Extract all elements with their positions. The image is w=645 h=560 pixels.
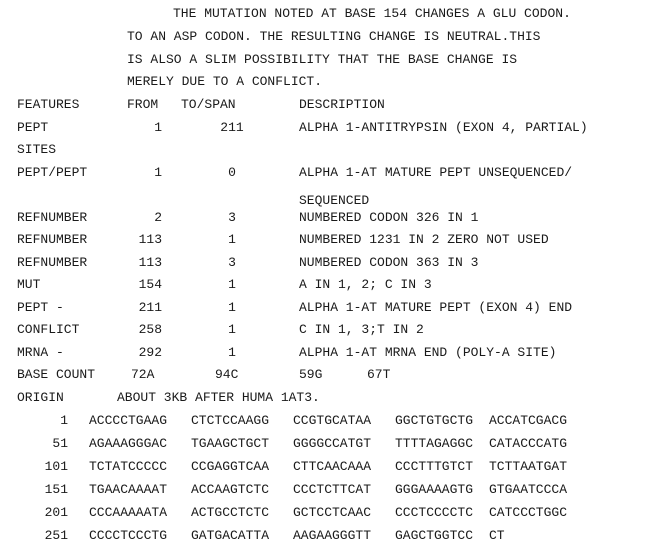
sequence-block: CCCAAAAATA (89, 505, 168, 520)
sequence-block: CCGAGGTCAA (191, 459, 270, 474)
feature-desc: SEQUENCED (299, 193, 370, 208)
sequence-position: 101 (44, 459, 68, 474)
sequence-block: GGGAAAAGTG (395, 482, 474, 497)
base-count-g: 59G (299, 367, 323, 382)
sequence-block: AAGAAGGGTT (293, 528, 372, 543)
sequence-block: CATACCCATG (489, 436, 568, 451)
feature-key: SITES (17, 142, 57, 157)
sequence-block: ACTGCCTCTC (191, 505, 270, 520)
sequence-block: GGCTGTGCTG (395, 413, 474, 428)
sequence-position: 151 (44, 482, 68, 497)
sequence-block: CTTCAACAAA (293, 459, 372, 474)
feature-from: 211 (138, 300, 162, 315)
sequence-block: CATCCCTGGC (489, 505, 568, 520)
feature-key: PEPT/PEPT (17, 165, 88, 180)
base-count-t: 67T (367, 367, 391, 382)
sequence-block: GGGGCCATGT (293, 436, 372, 451)
feature-key: REFNUMBER (17, 255, 88, 270)
base-count-a: 72A (131, 367, 155, 382)
sequence-block: CCCCTCCCTG (89, 528, 168, 543)
feature-desc: ALPHA 1-AT MATURE PEPT UNSEQUENCED/ (299, 165, 573, 180)
feature-from: 2 (154, 210, 162, 225)
feature-desc: C IN 1, 3;T IN 2 (299, 322, 424, 337)
feature-from: 113 (138, 232, 162, 247)
base-count-label: BASE COUNT (17, 367, 96, 382)
feature-key: REFNUMBER (17, 232, 88, 247)
sequence-block: CT (489, 528, 505, 543)
feature-key: PEPT - (17, 300, 64, 315)
feature-desc: ALPHA 1-AT MATURE PEPT (EXON 4) END (299, 300, 573, 315)
sequence-block: CCGTGCATAA (293, 413, 372, 428)
feature-to: 1 (228, 322, 236, 337)
feature-to: 0 (228, 165, 236, 180)
feature-key: MUT (17, 277, 41, 292)
sequence-position: 251 (44, 528, 68, 543)
sequence-block: CTCTCCAAGG (191, 413, 270, 428)
sequence-block: TTTTAGAGGC (395, 436, 474, 451)
sequence-block: ACCCCTGAAG (89, 413, 168, 428)
feature-from: 292 (138, 345, 162, 360)
sequence-block: TGAAGCTGCT (191, 436, 270, 451)
feature-to: 3 (228, 210, 236, 225)
base-count-c: 94C (215, 367, 239, 382)
feature-to: 3 (228, 255, 236, 270)
feature-to: 211 (220, 120, 244, 135)
feature-key: REFNUMBER (17, 210, 88, 225)
feature-desc: NUMBERED CODON 326 IN 1 (299, 210, 479, 225)
origin-label: ORIGIN (17, 390, 64, 405)
feature-desc: A IN 1, 2; C IN 3 (299, 277, 432, 292)
sequence-block: GAGCTGGTCC (395, 528, 474, 543)
feature-to: 1 (228, 300, 236, 315)
feature-to: 1 (228, 345, 236, 360)
features-header-key: FEATURES (17, 97, 80, 112)
feature-to: 1 (228, 232, 236, 247)
sequence-block: CCCTTTGTCT (395, 459, 474, 474)
sequence-block: AGAAAGGGAC (89, 436, 168, 451)
feature-from: 1 (154, 120, 162, 135)
feature-key: PEPT (17, 120, 49, 135)
sequence-block: ACCATCGACG (489, 413, 568, 428)
sequence-block: CCCTCTTCAT (293, 482, 372, 497)
origin-text: ABOUT 3KB AFTER HUMA 1AT3. (117, 390, 320, 405)
sequence-block: ACCAAGTCTC (191, 482, 270, 497)
sequence-position: 201 (44, 505, 68, 520)
feature-desc: NUMBERED 1231 IN 2 ZERO NOT USED (299, 232, 549, 247)
remark-line: MERELY DUE TO A CONFLICT. (127, 74, 323, 89)
feature-from: 154 (138, 277, 162, 292)
feature-from: 1 (154, 165, 162, 180)
remark-line: IS ALSO A SLIM POSSIBILITY THAT THE BASE CHANGE IS (127, 52, 518, 67)
feature-from: 113 (138, 255, 162, 270)
feature-to: 1 (228, 277, 236, 292)
sequence-block: CCCTCCCCTC (395, 505, 474, 520)
features-header-desc: DESCRIPTION (299, 97, 385, 112)
remark-line: THE MUTATION NOTED AT BASE 154 CHANGES A GLU CODON. (173, 6, 571, 21)
sequence-block: TCTATCCCCC (89, 459, 168, 474)
features-header-from: FROM (127, 97, 159, 112)
sequence-block: GCTCCTCAAC (293, 505, 372, 520)
feature-key: CONFLICT (17, 322, 80, 337)
feature-key: MRNA - (17, 345, 64, 360)
sequence-block: TGAACAAAAT (89, 482, 168, 497)
sequence-position: 51 (52, 436, 68, 451)
sequence-block: GATGACATTA (191, 528, 270, 543)
sequence-position: 1 (60, 413, 68, 428)
feature-desc: NUMBERED CODON 363 IN 3 (299, 255, 479, 270)
remark-line: TO AN ASP CODON. THE RESULTING CHANGE IS NEUTRAL.THIS (127, 29, 541, 44)
feature-desc: ALPHA 1-AT MRNA END (POLY-A SITE) (299, 345, 557, 360)
feature-from: 258 (138, 322, 162, 337)
sequence-block: GTGAATCCCA (489, 482, 568, 497)
feature-desc: ALPHA 1-ANTITRYPSIN (EXON 4, PARTIAL) (299, 120, 588, 135)
sequence-block: TCTTAATGAT (489, 459, 568, 474)
features-header-to: TO/SPAN (181, 97, 236, 112)
